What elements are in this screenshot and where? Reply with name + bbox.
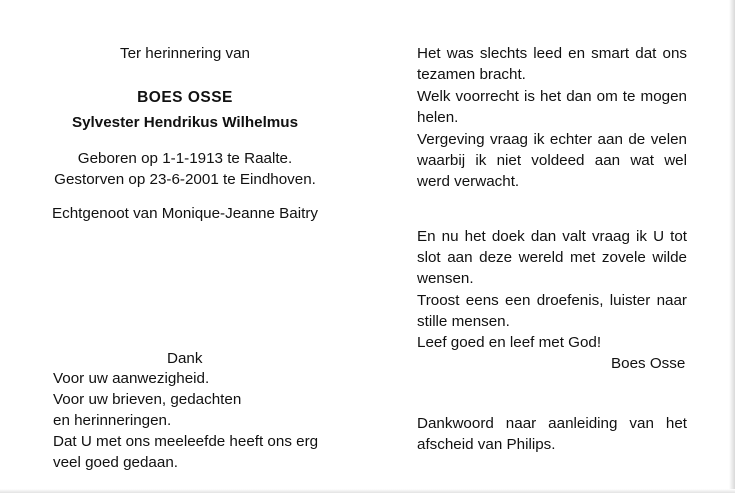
thanks-line: Dat U met ons meeleefde heeft ons erg [53, 433, 319, 450]
card-bottom-shadow [0, 489, 735, 493]
poem-line: wensen. [417, 270, 474, 287]
birth-line: Geboren op 1-1-1913 te Raalte. [77, 150, 293, 167]
poem-line: werd verwacht. [417, 173, 520, 190]
thanks-line: en herinneringen. [53, 412, 172, 429]
poem-line: waarbij ik niet voldeed aan wat wel [417, 152, 687, 169]
poem-line: tezamen bracht. [417, 66, 526, 83]
poem-line: Vergeving vraag ik echter aan de velen [417, 131, 687, 148]
poem-line: slot aan deze wereld met zovele wilde [417, 249, 687, 266]
footer-line: Dankwoord naar aanleiding van het [417, 415, 687, 432]
card-edge-shadow [729, 0, 735, 493]
death-line: Gestorven op 23-6-2001 te Eindhoven. [54, 171, 316, 188]
signature: Boes Osse [611, 355, 686, 372]
thanks-line: Voor uw brieven, gedachten [53, 391, 242, 408]
poem-line: Leef goed en leef met God! [417, 334, 602, 351]
thanks-heading: Dank [167, 350, 203, 367]
intro-text: Ter herinnering van [119, 45, 250, 62]
thanks-line: veel goed gedaan. [53, 454, 178, 471]
thanks-line: Voor uw aanwezigheid. [53, 370, 210, 387]
poem-line: Welk voorrecht is het dan om te mogen [417, 88, 687, 105]
poem-line: Troost eens een droefenis, luister naar [417, 292, 687, 309]
footer-line: afscheid van Philips. [417, 436, 556, 453]
deceased-name: BOES OSSE [137, 89, 233, 106]
poem-line: Het was slechts leed en smart dat ons [417, 45, 687, 62]
poem-line: stille mensen. [417, 313, 510, 330]
spouse-line: Echtgenoot van Monique-Jeanne Baitry [52, 205, 318, 222]
deceased-full-name: Sylvester Hendrikus Wilhelmus [71, 114, 299, 131]
poem-line: helen. [417, 109, 459, 126]
poem-line: En nu het doek dan valt vraag ik U tot [417, 228, 687, 245]
